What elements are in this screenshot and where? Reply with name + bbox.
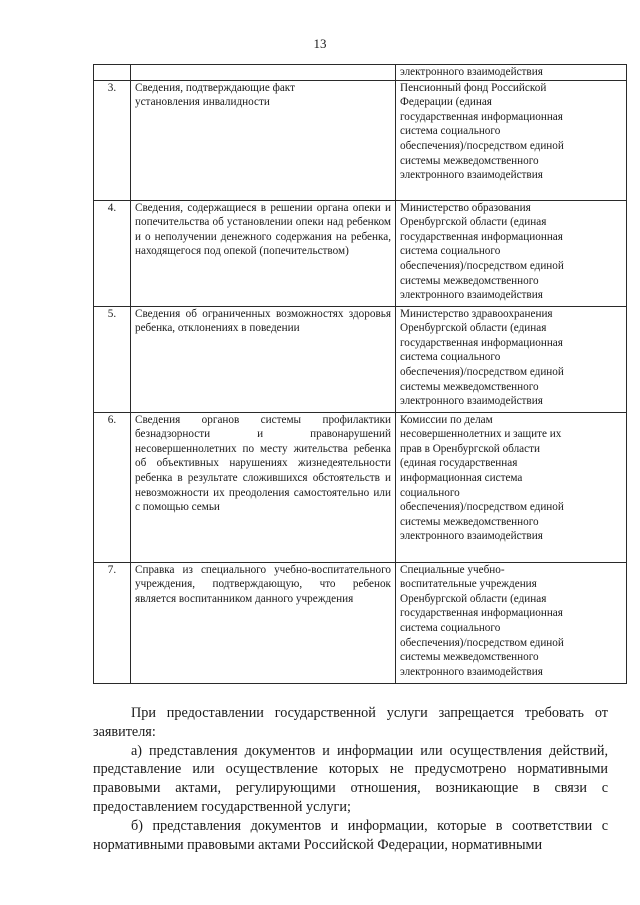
- row-number: 6.: [94, 412, 131, 562]
- table-row: [94, 80, 627, 200]
- row-number: 4.: [94, 200, 131, 306]
- row-description: Сведения органов системы профилактики безнадзорности и правонарушений несовершеннолетних по месту жительства ребенка об объективных нарушениях жизнедеятельности ребенка в результате сложившихся обстоятельств и невозможности их преодоления самостоятельно или с помощью семьи: [131, 412, 396, 562]
- table-row: [94, 200, 627, 306]
- row-source: Министерство здравоохранения Оренбургской области (единая государственная информационная система социального обеспечения)/посредством единой системы межведомственного электронного взаимодействия: [396, 306, 627, 412]
- paragraph-intro: При предоставлении государственной услуги запрещается требовать от заявителя:: [93, 705, 608, 740]
- row-number: 5.: [94, 306, 131, 412]
- row-number: 7.: [94, 562, 131, 683]
- body-text: [93, 704, 608, 854]
- row-description: Сведения об ограниченных возможностях здоровья ребенка, отклонениях в поведении: [131, 306, 396, 412]
- documents-table: [93, 64, 627, 684]
- row-description: Справка из специального учебно-воспитательного учреждения, подтверждающую, что ребенок является воспитанником данного учреждения: [131, 562, 396, 683]
- row-description: Сведения, подтверждающие факт установления инвалидности: [131, 80, 396, 200]
- table-row: [94, 562, 627, 683]
- table-row: [94, 306, 627, 412]
- row-source: Пенсионный фонд Российской Федерации (единая государственная информационная система социального обеспечения)/посредством единой системы межведомственного электронного взаимодействия: [396, 80, 627, 200]
- row-description: [131, 65, 396, 81]
- paragraph-item-b: б) представления документов и информации, которые в соответствии с нормативными правовыми актами Российской Федерации, нормативными: [93, 817, 608, 853]
- page-number: 13: [313, 36, 327, 51]
- table-row: [94, 65, 627, 81]
- table-row: [94, 412, 627, 562]
- row-source: Специальные учебно- воспитательные учреждения Оренбургской области (единая государственная информационная система социального обеспечения)/посредством единой системы межведомственного электронного взаимодействия: [396, 562, 627, 683]
- row-description: Сведения, содержащиеся в решении органа опеки и попечительства об установлении опеки над ребенком и о неполучении денежного содержания на ребенка, находящегося под опекой (попечительством): [131, 200, 396, 306]
- paragraph-item-a: а) представления документов и информации или осуществления действий, представление или осуществление которых не предусмотрено нормативными правовыми актами, регулирующими отношения, возникающие в связи с предоставлением государственной услуги;: [93, 742, 608, 815]
- row-source: электронного взаимодействия: [396, 65, 627, 81]
- row-number: [94, 65, 131, 81]
- row-source: Комиссии по делам несовершеннолетних и защите их прав в Оренбургской области (единая государственная информационная система социального обеспечения)/посредством единой системы межведомственного электронного взаимодействия: [396, 412, 627, 562]
- row-source: Министерство образования Оренбургской области (единая государственная информационная система социального обеспечения)/посредством единой системы межведомственного электронного взаимодействия: [396, 200, 627, 306]
- row-number: 3.: [94, 80, 131, 200]
